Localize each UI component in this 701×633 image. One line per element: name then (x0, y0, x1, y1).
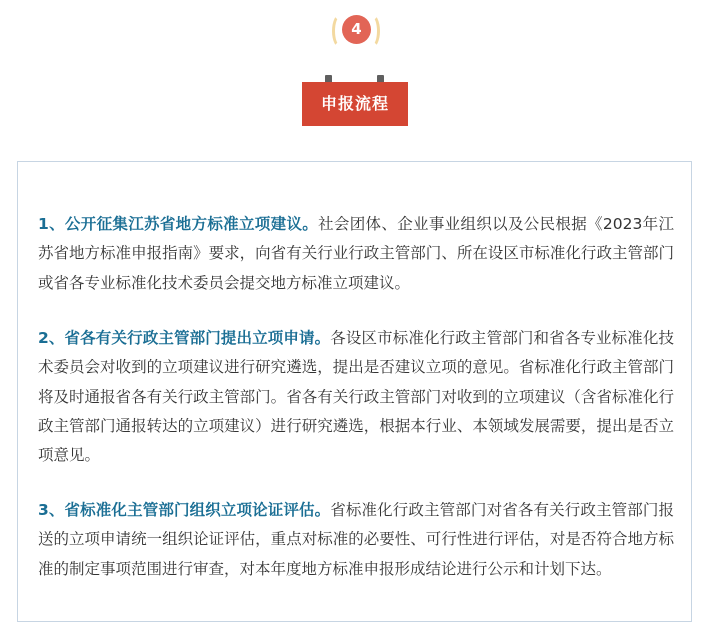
step-number-badge (332, 12, 380, 52)
right-bracket-decoration (364, 14, 380, 48)
step-1-text: 社会团体、企业事业组织以及公民根据《2023年江苏省地方标准申报指南》要求，向省有关行业行政主管部门、所在设区市标准化行政主管部门或省各专业标准化技术委员会提交地方标准立项建议。 (38, 215, 674, 292)
process-step-3 (38, 496, 674, 584)
section-title: 申报流程 (302, 82, 408, 126)
step-2-heading: 2、省各有关行政主管部门提出立项申请。 (38, 329, 331, 347)
process-step-2 (38, 324, 674, 470)
step-1-heading: 1、公开征集江苏省地方标准立项建议。 (38, 215, 319, 233)
step-number: 4 (342, 15, 371, 44)
process-step-1 (38, 210, 674, 298)
step-2-text: 各设区市标准化行政主管部门和省各专业标准化技术委员会对收到的立项建议进行研究遴选，提出是否建议立项的意见。省标准化行政主管部门将及时通报省各有关行政主管部门。省各有关行政主管部门对收到的立项建议（含省标准化行政主管部门通报转达的立项建议）进行研究遴选，根据本行业、本领域发展需要，提出是否立项意见。 (38, 329, 674, 465)
content-box (17, 161, 692, 622)
step-3-heading: 3、省标准化主管部门组织立项论证评估。 (38, 501, 331, 519)
step-3-text: 省标准化行政主管部门对省各有关行政主管部门报送的立项申请统一组织论证评估，重点对标准的必要性、可行性进行评估，对是否符合地方标准的制定事项范围进行审查，对本年度地方标准申报形成结论进行公示和计划下达。 (38, 501, 674, 578)
